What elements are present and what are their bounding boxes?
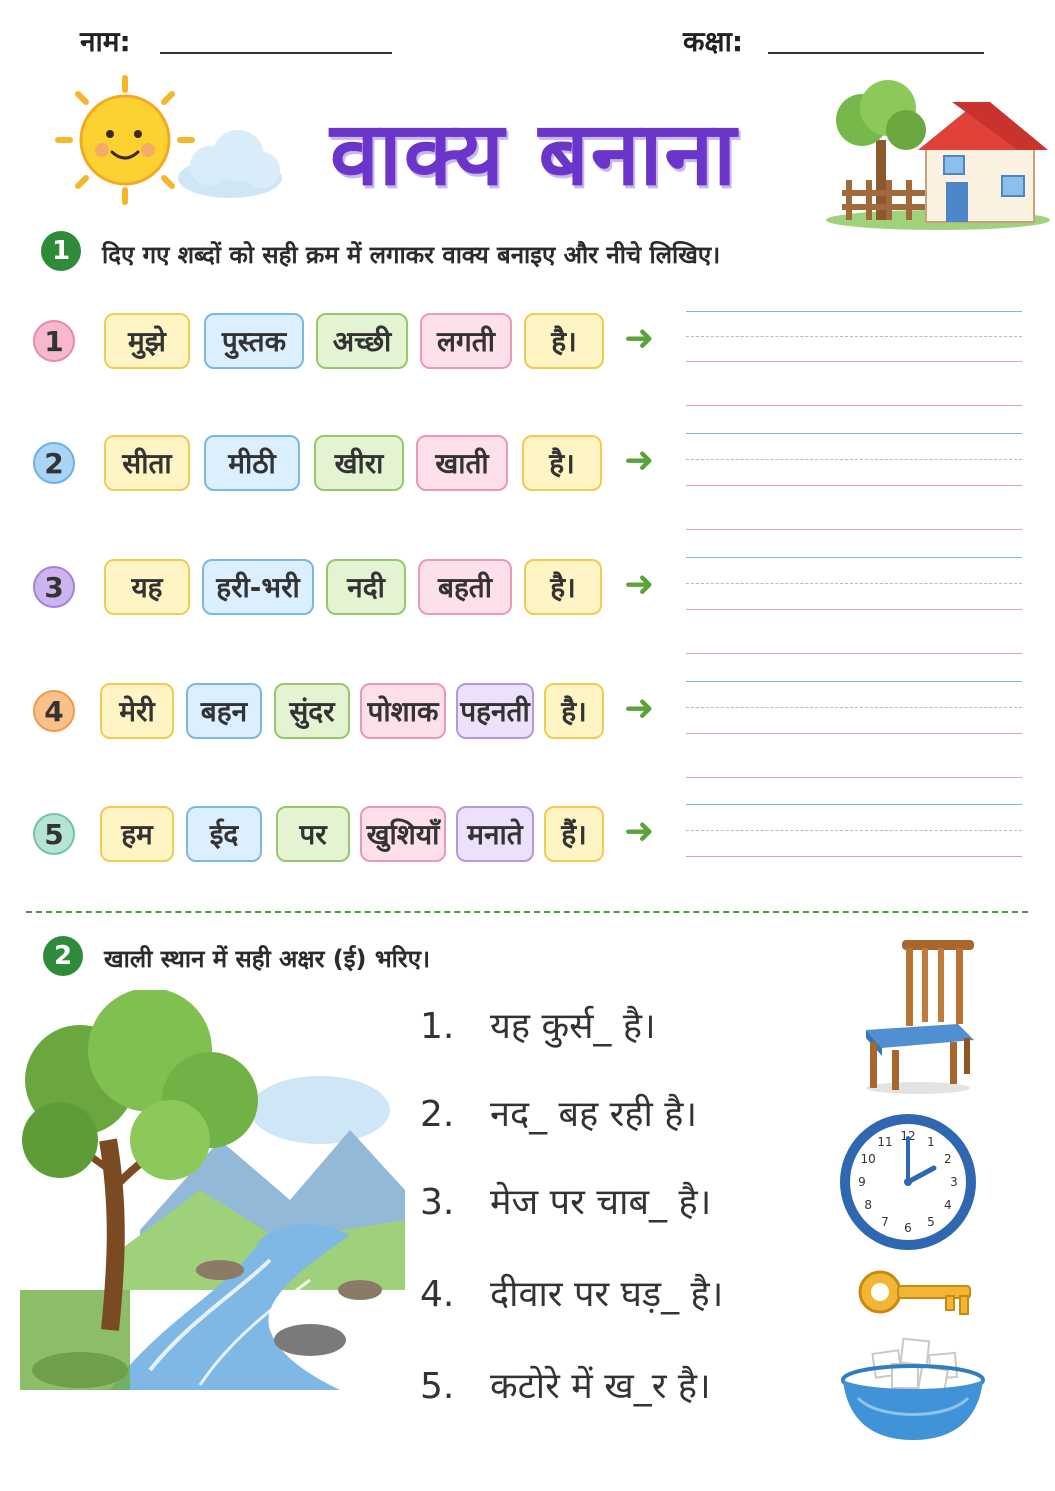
writing-guide [686,405,1022,406]
key-icon [856,1264,976,1324]
item-number: 1. [420,1006,455,1047]
item-text: दीवार पर घड़_ है। [490,1274,724,1315]
writing-guide [686,733,1022,734]
river-landscape-icon [20,990,405,1390]
item-text: कटोरे में ख_र है। [490,1366,711,1407]
row-4-number: 4 [33,690,75,732]
class-line[interactable] [768,52,984,54]
word-tile[interactable]: बहन [186,683,262,739]
word-tile[interactable]: मीठी [204,435,300,491]
word-tile[interactable]: पहनती [456,683,534,739]
writing-guide [686,529,1022,530]
word-tile[interactable]: खुशियाँ [360,806,446,862]
word-tile[interactable]: मेरी [100,683,174,739]
word-tile[interactable]: है। [524,313,604,369]
clock-numeral: 4 [943,1198,952,1212]
writing-guide [686,707,1022,708]
row-1-number: 1 [33,320,75,362]
writing-line[interactable] [686,804,1022,805]
word-tile[interactable]: नदी [326,559,406,615]
sugar-bowl-icon [838,1330,988,1445]
writing-guide [686,336,1022,337]
word-tile[interactable]: खीरा [314,435,404,491]
row-5-number: 5 [33,813,75,855]
writing-guide [686,361,1022,362]
writing-guide [686,777,1022,778]
word-tile[interactable]: बहती [418,559,512,615]
word-tile[interactable]: खाती [416,435,508,491]
word-tile[interactable]: हरी-भरी [202,559,314,615]
word-tile[interactable]: ईद [186,806,262,862]
word-tile[interactable]: मुझे [104,313,190,369]
item-number: 4. [420,1274,455,1315]
word-tile[interactable]: पुस्तक [204,313,304,369]
name-label: नाम: [80,25,131,58]
row-2-number: 2 [33,442,75,484]
fill-item-4[interactable] [420,1268,723,1317]
word-tile[interactable]: मनाते [456,806,534,862]
house-icon [822,80,1054,230]
clock-numeral: 5 [927,1214,935,1229]
word-tile[interactable]: अच्छी [316,313,408,369]
clock-numeral: 3 [950,1175,958,1189]
clock-numeral: 9 [858,1175,866,1189]
writing-guide [686,856,1022,857]
writing-line[interactable] [686,681,1022,682]
writing-guide [686,653,1022,654]
clock-numeral: 2 [943,1152,952,1166]
section-divider [26,911,1028,913]
clock-numeral: 11 [877,1135,893,1150]
item-text: यह कुर्स_ है। [490,1006,656,1047]
arrow-right-icon: ➜ [624,440,655,481]
row-3-number: 3 [33,566,75,608]
arrow-right-icon: ➜ [624,318,655,359]
word-tile[interactable]: है। [524,559,602,615]
clock-numeral: 10 [860,1152,876,1166]
writing-guide [686,485,1022,486]
writing-guide [686,830,1022,831]
item-text: मेज पर चाब_ है। [490,1182,712,1223]
word-tile[interactable]: यह [104,559,190,615]
writing-guide [686,609,1022,610]
clock-numeral: 1 [927,1135,935,1150]
clock-numeral: 6 [904,1221,912,1235]
fill-item-3[interactable] [420,1176,711,1225]
fill-item-2[interactable] [420,1088,697,1137]
word-tile[interactable]: है। [522,435,602,491]
word-tile[interactable]: पोशाक [360,683,446,739]
word-tile[interactable]: सुंदर [274,683,350,739]
class-label: कक्षा: [683,25,744,58]
word-tile[interactable]: है। [544,683,604,739]
writing-guide [686,459,1022,460]
arrow-right-icon: ➜ [624,811,655,852]
word-tile[interactable]: पर [276,806,350,862]
chair-icon [858,934,980,1096]
writing-line[interactable] [686,311,1022,312]
section-1-badge: 1 [41,231,81,271]
item-number: 5. [420,1366,455,1407]
clock-numeral: 8 [864,1198,873,1212]
clock-numeral: 12 [900,1129,916,1143]
arrow-right-icon: ➜ [624,688,655,729]
writing-line[interactable] [686,557,1022,558]
sun-icon [50,70,290,210]
worksheet-title: वाक्य बनाना [330,102,738,205]
clock-numeral: 7 [881,1214,889,1229]
word-tile[interactable]: हम [100,806,174,862]
item-number: 2. [420,1094,455,1135]
writing-guide [686,583,1022,584]
word-tile[interactable]: हैं। [544,806,604,862]
section-2-instruction: खाली स्थान में सही अक्षर (ई) भरिए। [104,945,431,973]
section-2-badge: 2 [43,936,83,976]
word-tile[interactable]: सीता [104,435,190,491]
writing-line[interactable] [686,433,1022,434]
section-1-instruction: दिए गए शब्दों को सही क्रम में लगाकर वाक्य बनाइए और नीचे लिखिए। [102,241,721,269]
clock-icon [836,1110,980,1254]
item-number: 3. [420,1182,455,1223]
arrow-right-icon: ➜ [624,564,655,605]
fill-item-5[interactable] [420,1360,711,1409]
name-line[interactable] [160,52,392,54]
word-tile[interactable]: लगती [420,313,512,369]
item-text: नद_ बह रही है। [490,1094,698,1135]
fill-item-1[interactable] [420,1000,656,1049]
